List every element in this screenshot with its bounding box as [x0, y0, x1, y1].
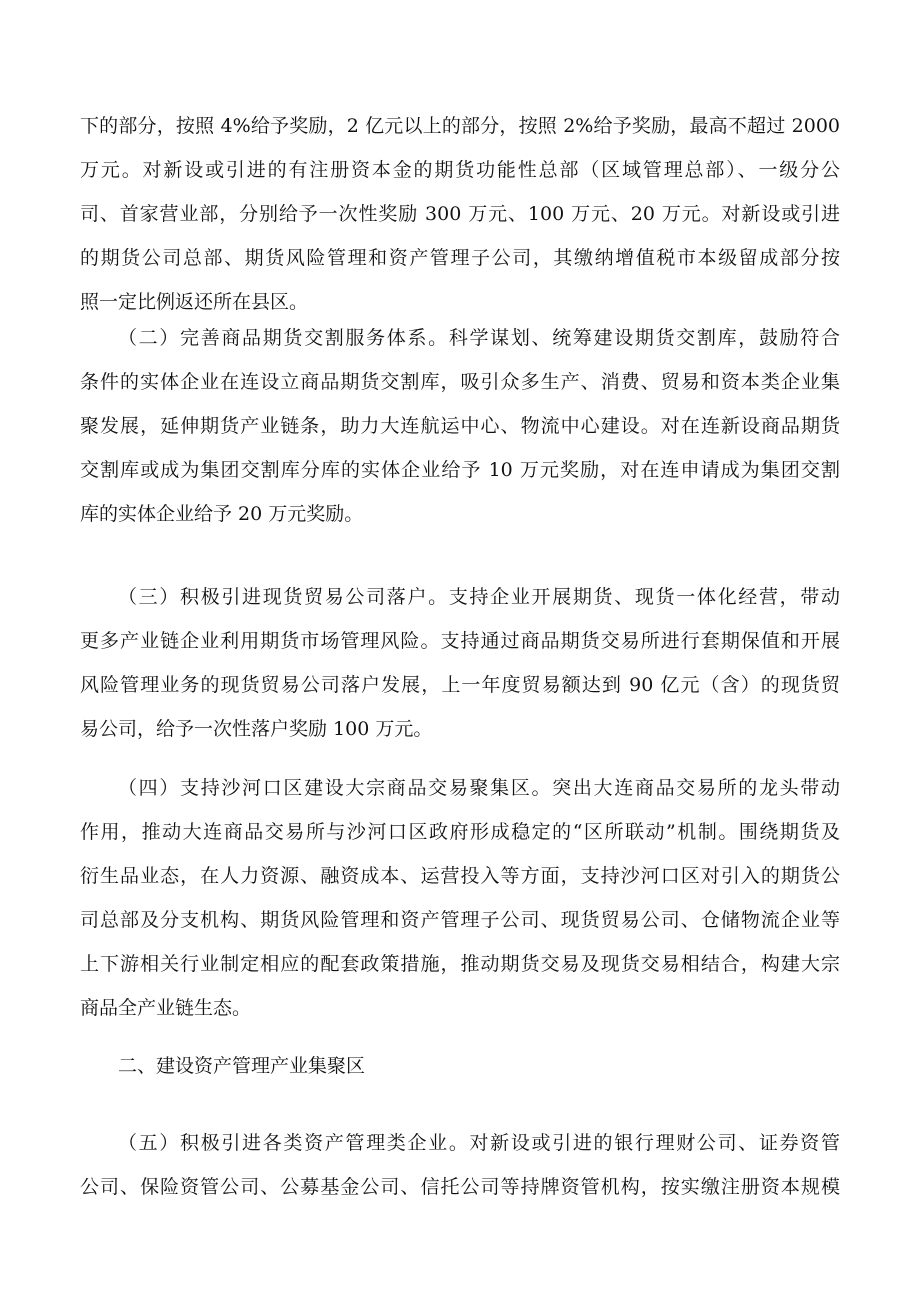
paragraph-1: [80, 104, 840, 324]
paragraph-4: [80, 766, 840, 1030]
text-line: 万元。对新设或引进的有注册资本金的期货功能性总部（区域管理总部）、一级分公: [80, 159, 840, 181]
text-line: 条件的实体企业在连设立商品期货交割库，吸引众多生产、消费、贸易和资本类企业集: [80, 371, 840, 393]
text-line: 的期货公司总部、期货风险管理和资产管理子公司，其缴纳增值税市本级留成部分按: [80, 247, 840, 269]
text-line: （三）积极引进现货贸易公司落户。支持企业开展期货、现货一体化经营，带动: [118, 586, 840, 608]
text-line: 司总部及分支机构、期货风险管理和资产管理子公司、现货贸易公司、仓储物流企业等: [80, 909, 840, 931]
paragraph-5: [80, 1121, 840, 1209]
text-line: 商品全产业链生态。: [80, 997, 252, 1019]
text-line: 更多产业链企业利用期货市场管理风险。支持通过商品期货交易所进行套期保值和开展: [80, 630, 840, 652]
text-line: 司、首家营业部，分别给予一次性奖励 300 万元、100 万元、20 万元。对新设或引进: [80, 203, 840, 225]
text-line: 交割库或成为集团交割库分库的实体企业给予 10 万元奖励，对在连申请成为集团交割: [80, 459, 840, 481]
text-line: 公司、保险资管公司、公募基金公司、信托公司等持牌资管机构，按实缴注册资本规模: [80, 1176, 840, 1198]
text-line: （五）积极引进各类资产管理类企业。对新设或引进的银行理财公司、证券资管: [118, 1132, 840, 1154]
text-line: （四）支持沙河口区建设大宗商品交易聚集区。突出大连商品交易所的龙头带动: [118, 777, 840, 799]
text-line: 上下游相关行业制定相应的配套政策措施，推动期货交易及现货交易相结合，构建大宗: [80, 953, 840, 975]
text-line: 下的部分，按照 4%给予奖励，2 亿元以上的部分，按照 2%给予奖励，最高不超过 2000: [80, 115, 840, 137]
text-line: 风险管理业务的现货贸易公司落户发展，上一年度贸易额达到 90 亿元（含）的现货贸: [80, 674, 840, 696]
text-line: 易公司，给予一次性落户奖励 100 万元。: [80, 718, 433, 740]
text-line: 衍生品业态，在人力资源、融资成本、运营投入等方面，支持沙河口区对引入的期货公: [80, 865, 840, 887]
text-line: （二）完善商品期货交割服务体系。科学谋划、统筹建设期货交割库，鼓励符合: [118, 327, 840, 349]
section-heading: 二、建设资产管理产业集聚区: [118, 1055, 366, 1077]
text-line: 作用，推动大连商品交易所与沙河口区政府形成稳定的“区所联动”机制。围绕期货及: [80, 821, 840, 843]
section-heading-block: [80, 1044, 365, 1088]
paragraph-2: [80, 316, 840, 536]
text-line: 聚发展，延伸期货产业链条，助力大连航运中心、物流中心建设。对在连新设商品期货: [80, 415, 840, 437]
text-line: 照一定比例返还所在县区。: [80, 291, 309, 313]
paragraph-3: [80, 575, 840, 751]
text-line: 库的实体企业给予 20 万元奖励。: [80, 503, 364, 525]
